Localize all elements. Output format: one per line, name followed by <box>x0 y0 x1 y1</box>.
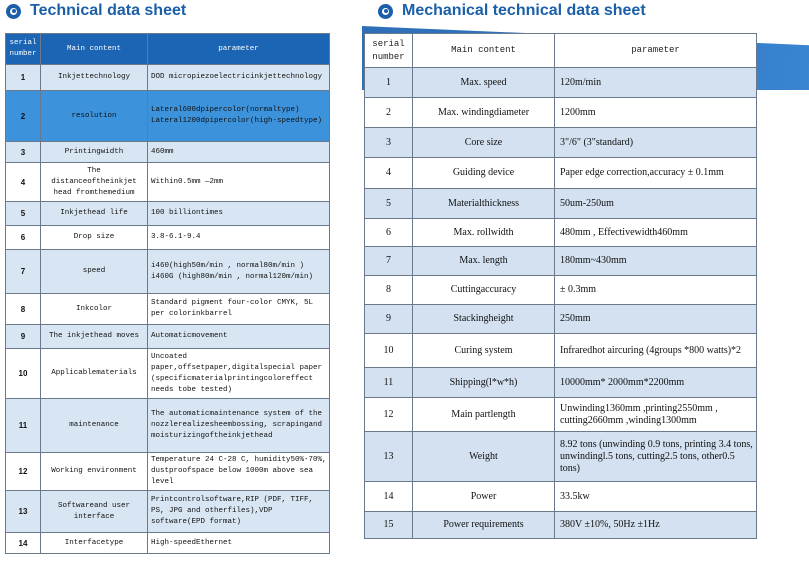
row-number: 5 <box>6 202 41 226</box>
row-param: 120m/min <box>555 68 757 98</box>
table-row <box>6 325 330 349</box>
table-row <box>365 158 757 189</box>
table-row <box>6 399 330 453</box>
row-content: The inkjethead moves <box>41 325 148 349</box>
table-row <box>6 250 330 294</box>
row-content: speed <box>41 250 148 294</box>
row-param: 50um-250um <box>555 189 757 219</box>
row-param: 100 billiontimes <box>148 202 330 226</box>
row-content: Inkjettechnology <box>41 65 148 91</box>
row-param: 1200mm <box>555 98 757 128</box>
table-row <box>6 142 330 163</box>
row-param: 250mm <box>555 305 757 334</box>
row-number: 7 <box>6 250 41 294</box>
mechanical-data-table <box>364 33 757 539</box>
row-param: 3.8-6.1-9.4 <box>148 226 330 250</box>
row-param: High-speedEthernet <box>148 533 330 554</box>
row-number: 13 <box>6 491 41 533</box>
row-content: Cuttingaccuracy <box>413 276 555 305</box>
row-param: DOD micropiezoelectricinkjettechnology <box>148 65 330 91</box>
row-number: 11 <box>6 399 41 453</box>
row-number: 4 <box>6 163 41 202</box>
row-content: Power <box>413 482 555 512</box>
row-number: 12 <box>6 453 41 491</box>
row-param: 480mm , Effectivewidth460mm <box>555 219 757 247</box>
table-row <box>365 334 757 368</box>
row-number: 3 <box>365 128 413 158</box>
row-content: maintenance <box>41 399 148 453</box>
row-content: Max. windingdiameter <box>413 98 555 128</box>
row-param: 33.5kw <box>555 482 757 512</box>
row-content: Shipping(l*w*h) <box>413 368 555 398</box>
row-number: 7 <box>365 247 413 276</box>
table-row <box>6 163 330 202</box>
table-row <box>365 512 757 539</box>
row-content: Working environment <box>41 453 148 491</box>
col-header-content: Main content <box>413 34 555 68</box>
row-number: 14 <box>365 482 413 512</box>
heading-title: Technical data sheet <box>30 2 187 19</box>
col-header-serial: serial number <box>365 34 413 68</box>
row-param: Automaticmovement <box>148 325 330 349</box>
table-row <box>365 368 757 398</box>
row-param: Standard pigment four-color CMYK, 5L per colorinkbarrel <box>148 294 330 325</box>
table-row <box>365 305 757 334</box>
row-param: Printcontrolsoftware,RIP (PDF, TIFF, PS, JPG and otherfiles),VDP software(EPD format) <box>148 491 330 533</box>
table-row <box>6 533 330 554</box>
radio-circle-icon <box>378 4 393 19</box>
row-param: Paper edge correction,accuracy ± 0.1mm <box>555 158 757 189</box>
row-content: Max. length <box>413 247 555 276</box>
row-number: 15 <box>365 512 413 539</box>
table-row <box>365 398 757 432</box>
table-row <box>6 349 330 399</box>
row-param: 10000mm* 2000mm*2200mm <box>555 368 757 398</box>
row-content: Printingwidth <box>41 142 148 163</box>
row-number: 10 <box>6 349 41 399</box>
row-content: resolution <box>41 91 148 142</box>
row-content: Applicablematerials <box>41 349 148 399</box>
row-param: Lateral600dpipercolor(normaltype) Lateral1200dpipercolor(high-speedtype) <box>148 91 330 142</box>
row-number: 10 <box>365 334 413 368</box>
row-number: 11 <box>365 368 413 398</box>
row-content: Softwareand user interface <box>41 491 148 533</box>
table-row <box>6 294 330 325</box>
row-content: Main partlength <box>413 398 555 432</box>
row-param: Within0.5mm —2mm <box>148 163 330 202</box>
table-row <box>6 202 330 226</box>
row-number: 6 <box>365 219 413 247</box>
table-row <box>365 432 757 482</box>
heading-technical <box>6 0 186 22</box>
table-row <box>365 276 757 305</box>
row-number: 4 <box>365 158 413 189</box>
table-row <box>6 226 330 250</box>
col-header-content: Main content <box>41 34 148 65</box>
row-param: Unwinding1360mm ,printing2550mm , cutting2660mm ,winding1300mm <box>555 398 757 432</box>
row-number: 9 <box>365 305 413 334</box>
table-row <box>6 491 330 533</box>
col-header-param: parameter <box>555 34 757 68</box>
table-row <box>365 219 757 247</box>
row-content: Curing system <box>413 334 555 368</box>
table-row <box>6 453 330 491</box>
row-content: The distanceoftheinkjet head fromthemedium <box>41 163 148 202</box>
row-content: Guiding device <box>413 158 555 189</box>
row-number: 2 <box>6 91 41 142</box>
row-number: 8 <box>365 276 413 305</box>
table-row <box>365 98 757 128</box>
row-param: 180mm~430mm <box>555 247 757 276</box>
row-content: Weight <box>413 432 555 482</box>
row-param: ± 0.3mm <box>555 276 757 305</box>
row-number: 8 <box>6 294 41 325</box>
heading-mechanical <box>378 0 646 22</box>
table-row <box>365 482 757 512</box>
row-param: 380V ±10%, 50Hz ±1Hz <box>555 512 757 539</box>
table-row <box>365 189 757 219</box>
row-param: 8.92 tons (unwinding 0.9 tons, printing 3.4 tons, unwindingl.5 tons, cutting2.5 tons, other0.5 tons) <box>555 432 757 482</box>
row-content: Core size <box>413 128 555 158</box>
row-number: 9 <box>6 325 41 349</box>
table-row <box>6 65 330 91</box>
row-content: Interfacetype <box>41 533 148 554</box>
row-content: Max. speed <box>413 68 555 98</box>
row-content: Max. rollwidth <box>413 219 555 247</box>
row-number: 6 <box>6 226 41 250</box>
table-row <box>365 128 757 158</box>
row-param: 3"/6" (3"standard) <box>555 128 757 158</box>
radio-circle-icon <box>6 4 21 19</box>
row-number: 1 <box>6 65 41 91</box>
row-number: 1 <box>365 68 413 98</box>
col-header-serial: serial number <box>6 34 41 65</box>
row-number: 12 <box>365 398 413 432</box>
row-content: Stackingheight <box>413 305 555 334</box>
technical-data-table <box>5 33 330 554</box>
row-number: 5 <box>365 189 413 219</box>
row-content: Inkcolor <box>41 294 148 325</box>
row-number: 14 <box>6 533 41 554</box>
row-content: Inkjethead life <box>41 202 148 226</box>
row-content: Materialthickness <box>413 189 555 219</box>
col-header-param: parameter <box>148 34 330 65</box>
table-row <box>365 247 757 276</box>
row-param: Infraredhot aircuring (4groups *800 watts)*2 <box>555 334 757 368</box>
table-row <box>365 68 757 98</box>
row-content: Power requirements <box>413 512 555 539</box>
table-row <box>6 91 330 142</box>
row-number: 13 <box>365 432 413 482</box>
row-param: Uncoated paper,offsetpaper,digitalspecial paper (specificmaterialprintingcoloreffect needs tobe tested) <box>148 349 330 399</box>
row-param: The automaticmaintenance system of the nozzlerealizesheembossing, scrapingand moisturizingoftheinkjethead <box>148 399 330 453</box>
heading-title: Mechanical technical data sheet <box>402 2 646 19</box>
row-number: 2 <box>365 98 413 128</box>
row-param: i460(high50m/min , normal80m/min ) i460G (high80m/min , normal120m/min) <box>148 250 330 294</box>
row-param: Temperature 24 C-28 C, humidity50%-70%, dustproofspace below 1000m above sea level <box>148 453 330 491</box>
row-content: Drop size <box>41 226 148 250</box>
row-number: 3 <box>6 142 41 163</box>
row-param: 460mm <box>148 142 330 163</box>
